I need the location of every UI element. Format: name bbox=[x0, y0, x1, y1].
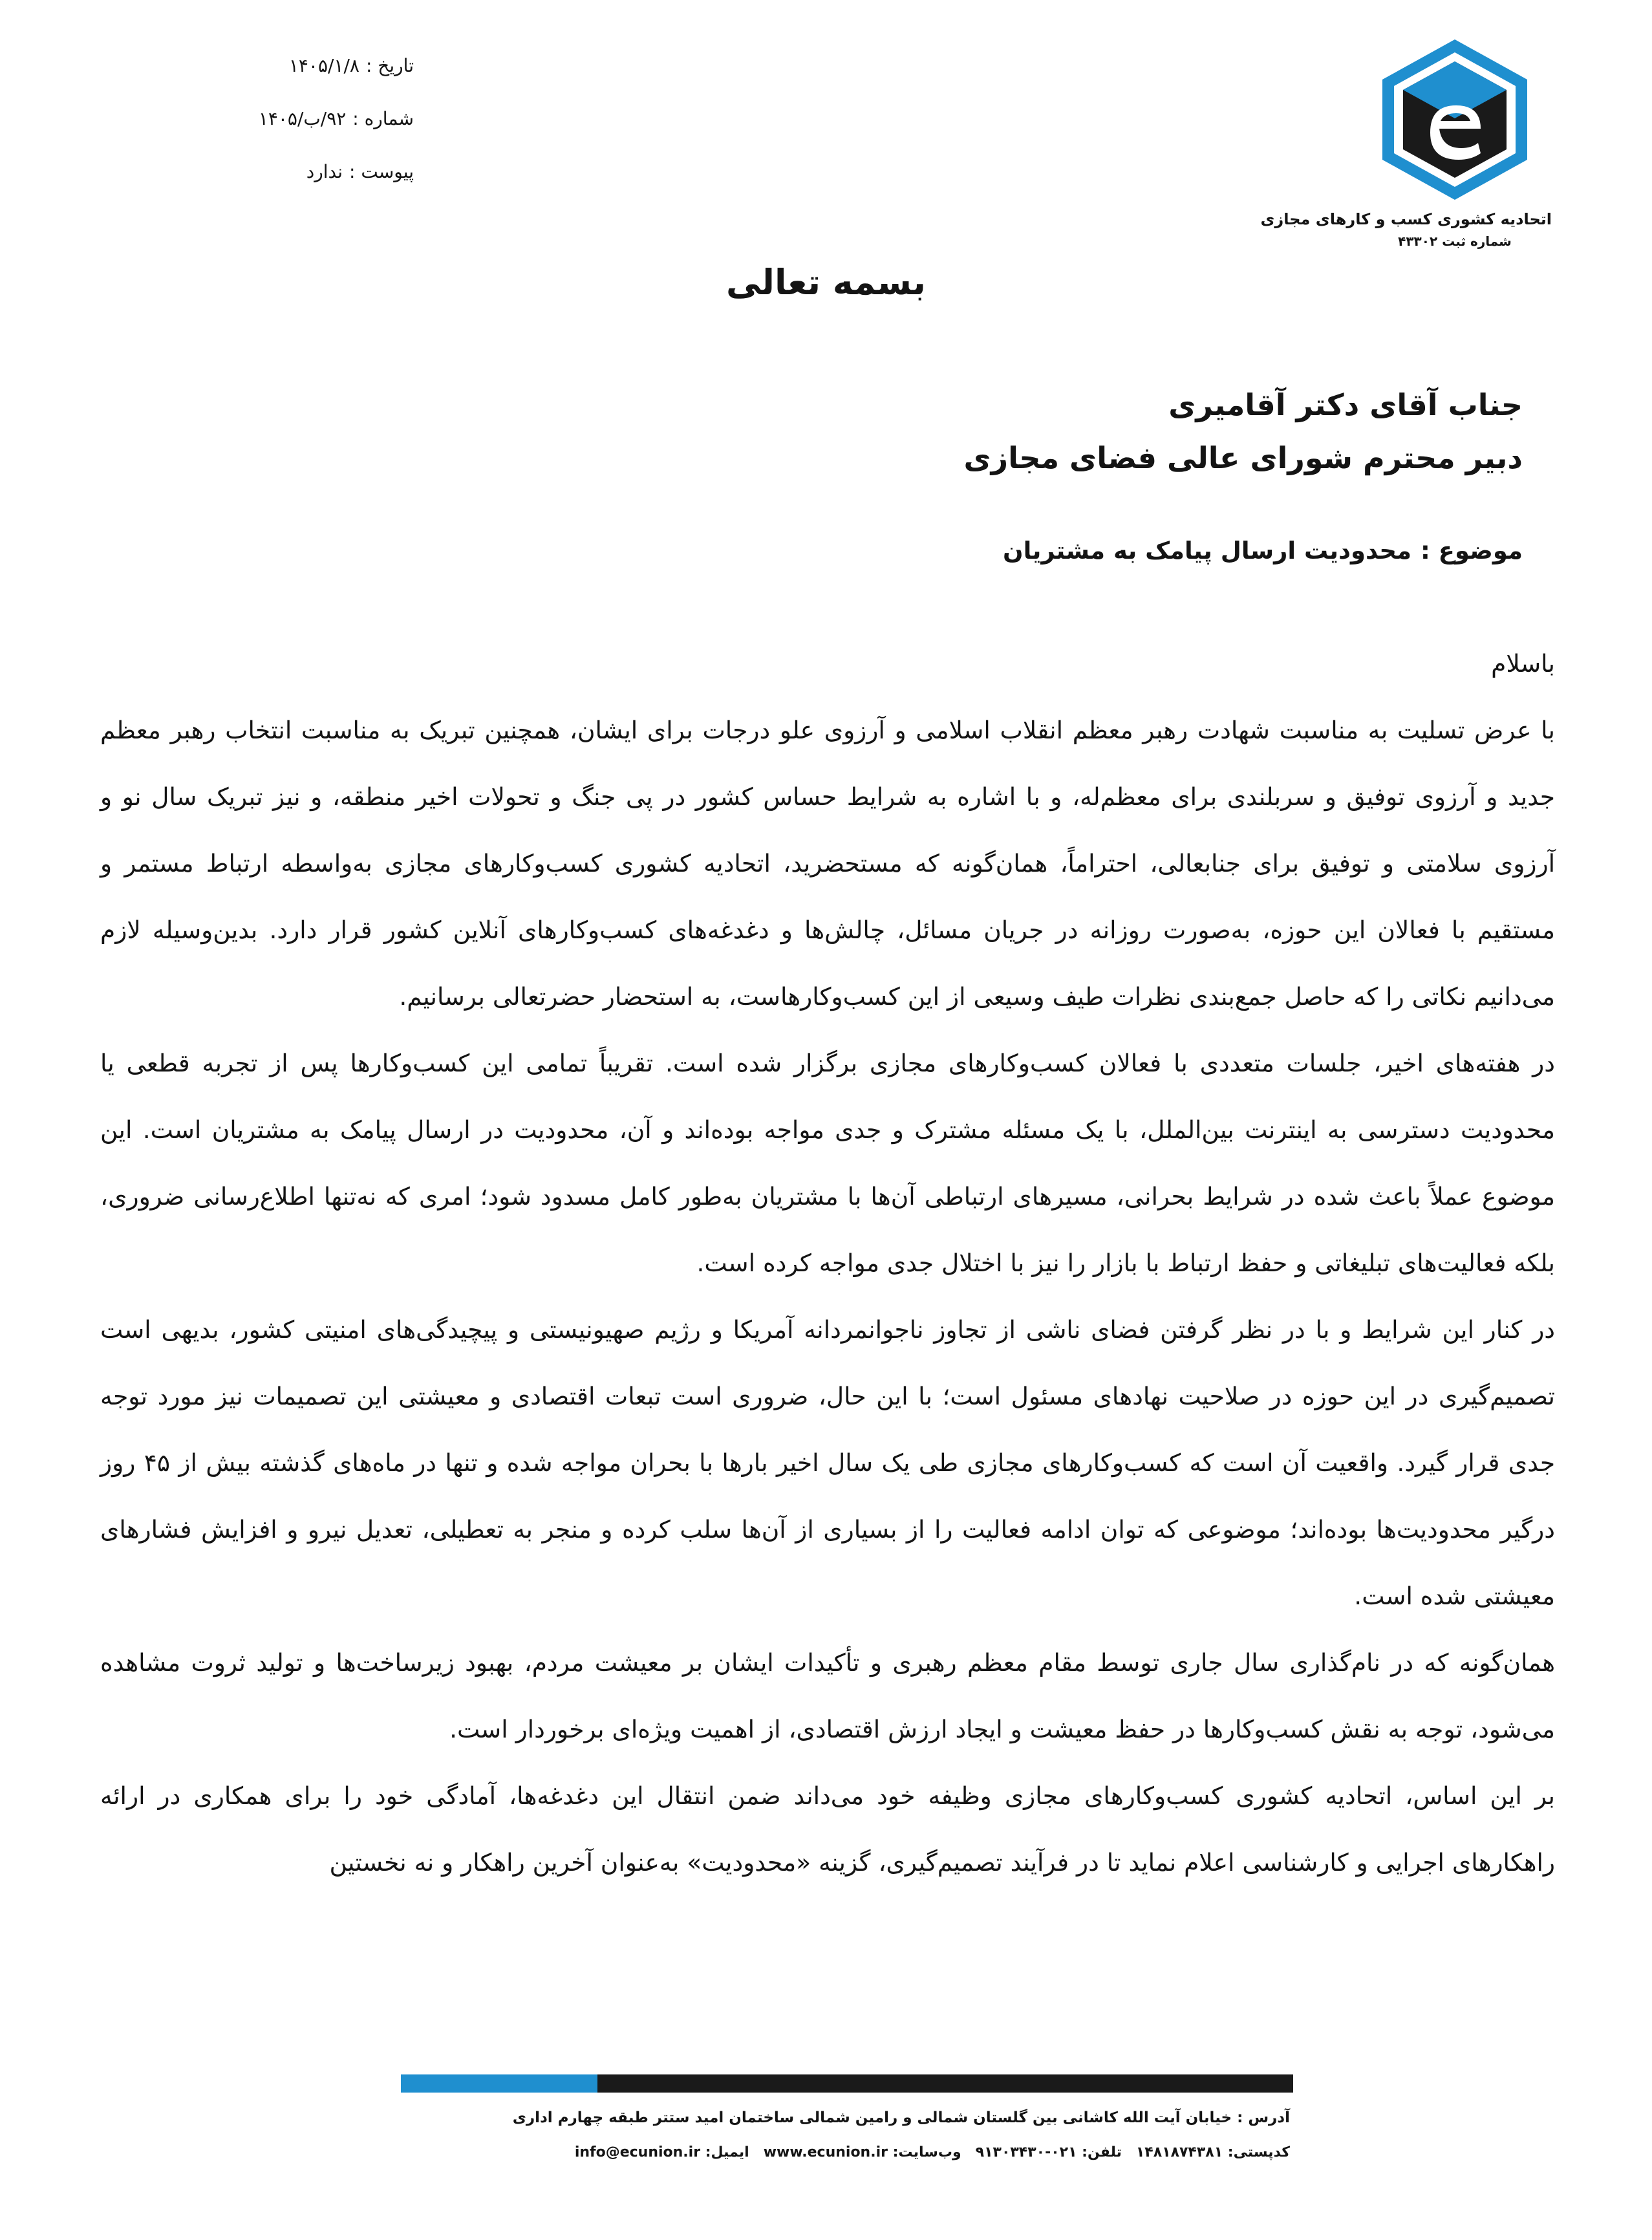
attachment-label: پیوست : bbox=[349, 161, 414, 182]
number-row bbox=[194, 108, 414, 161]
body-paragraph: همان‌گونه که در نام‌گذاری سال جاری توسط مقام معظم رهبری و تأکیدات ایشان بر معیشت مردم، بهبود زیرساخت‌ها و تولید ثروت مشاهده می‌شود، توجه به نقش کسب‌وکارها در حفظ معیشت و ایجاد ارزش اقتصادی، از اهمیت ویژه‌ای برخوردار است. bbox=[100, 1648, 1555, 1743]
body-paragraph: بر این اساس، اتحادیه کشوری کسب‌وکارهای مجازی وظیفه خود می‌داند ضمن انتقال این دغدغه‌ها، آمادگی خود را برای همکاری در ارائه راهکارهای اجرایی و کارشناسی اعلام نماید تا در فرآیند تصمیم‌گیری، گزینه «محدودیت» به‌عنوان آخرین راهکار و نه نخستین bbox=[100, 1782, 1555, 1877]
number-value: ۹۲/ب/۱۴۰۵ bbox=[258, 108, 347, 129]
footer-website[interactable]: وب‌سایت: www.ecunion.ir bbox=[763, 2144, 961, 2160]
ecunion-emblem-icon bbox=[1377, 36, 1532, 204]
registration-number: شماره ثبت ۴۳۳۰۲ bbox=[1398, 233, 1512, 249]
body-paragraph: در کنار این شرایط و با در نظر گرفتن فضای ناشی از تجاوز ناجوانمردانه آمریکا و رژیم صهیونیستی و پیچیدگی‌های امنیتی کشور، بدیهی است تصمیم‌گیری در این حوزه در صلاحیت نهادهای مسئول است؛ با این حال، ضروری است تبعات اقتصادی و معیشتی این تصمیمات نیز مورد توجه جدی قرار گیرد. واقعیت آن است که کسب‌وکارهای مجازی طی یک سال اخیر بارها با بحران مواجه شده و تنها در ماه‌های گذشته بیش از ۴۵ روز درگیر محدودیت‌ها بوده‌اند؛ موضوعی که توان ادامه فعالیت را از بسیاری از آن‌ها سلب کرده و منجر به تعطیلی، تعدیل نیرو و افزایش فشارهای معیشتی شده است. bbox=[100, 1315, 1556, 1610]
subject-text: محدودیت ارسال پیامک به مشتریان bbox=[1003, 537, 1411, 565]
body-paragraph: با عرض تسلیت به مناسبت شهادت رهبر معظم انقلاب اسلامی و آرزوی علو درجات برای ایشان، همچنین تبریک به مناسبت انتخاب رهبر معظم جدید و آرزوی توفیق و سربلندی برای معظم‌له، و با اشاره به شرایط حساس کشور در پی جنگ و تحولات اخیر منطقه، و نیز تبریک سال نو و آرزوی سلامتی و توفیق برای جنابعالی، احتراماً، همان‌گونه که مستحضرید، اتحادیه کشوری کسب‌وکارهای مجازی به‌واسطه ارتباط مستمر و مستقیم با فعالان این حوزه، به‌صورت روزانه در جریان مسائل، چالش‌ها و دغدغه‌های کسب‌وکارهای آنلاین کشور قرار دارد. بدین‌وسیله لازم می‌دانیم نکاتی را که حاصل جمع‌بندی نظرات طیف وسیعی از این کسب‌وکارهاست، به استحضار حضرتعالی برسانیم. bbox=[100, 716, 1555, 1011]
invocation-heading: بسمه تعالی bbox=[726, 262, 926, 303]
recipient-block bbox=[747, 378, 1523, 484]
date-label: تاریخ : bbox=[365, 55, 414, 76]
salutation: باسلام bbox=[1491, 649, 1555, 678]
subject-label: موضوع : bbox=[1420, 537, 1523, 565]
letter-meta bbox=[194, 55, 414, 214]
footer-color-bar bbox=[401, 2074, 1293, 2093]
date-value: ۱۴۰۵/۱/۸ bbox=[288, 55, 359, 76]
number-label: شماره : bbox=[352, 108, 414, 129]
organization-logo bbox=[1260, 36, 1552, 249]
recipient-name: جناب آقای دکتر آقامیری bbox=[1168, 387, 1523, 422]
attachment-row bbox=[194, 161, 414, 214]
recipient-title: دبیر محترم شورای عالی فضای مجازی bbox=[963, 440, 1523, 475]
footer-email[interactable]: ایمیل: info@ecunion.ir bbox=[574, 2144, 749, 2160]
attachment-value: ندارد bbox=[306, 161, 343, 182]
date-row bbox=[194, 55, 414, 108]
footer-address: آدرس : خیابان آیت الله کاشانی بین گلستان شمالی و رامین شمالی ساختمان امید ستتر طبقه چهارم اداری bbox=[512, 2109, 1290, 2126]
footer-bar-blue bbox=[401, 2074, 597, 2093]
subject-line bbox=[553, 537, 1523, 565]
footer-contact bbox=[561, 2144, 1290, 2160]
footer-postal-code: کدپستی: ۱۴۸۱۸۷۴۳۸۱ bbox=[1135, 2144, 1290, 2160]
footer-phone: تلفن: ۰۲۱-۹۱۳۰۳۴۳۰ bbox=[975, 2144, 1122, 2160]
body-paragraph: در هفته‌های اخیر، جلسات متعددی با فعالان کسب‌وکارهای مجازی برگزار شده است. تقریباً تمامی این کسب‌وکارها پس از تجربه قطعی یا محدودیت دسترسی به اینترنت بین‌الملل، با یک مسئله مشترک و جدی مواجه بوده‌اند و آن، محدودیت در ارسال پیامک به مشتریان است. این موضوع عملاً باعث شده در شرایط بحرانی، مسیرهای ارتباطی آن‌ها با مشتریان به‌طور کامل مسدود شود؛ امری که نه‌تنها اطلاع‌رسانی ضروری، بلکه فعالیت‌های تبلیغاتی و حفظ ارتباط با بازار را نیز با اختلال جدی مواجه کرده است. bbox=[100, 1049, 1555, 1277]
footer-bar-dark bbox=[597, 2074, 1293, 2093]
letter-body bbox=[100, 630, 1555, 1896]
organization-name: اتحادیه کشوری کسب و کارهای مجازی bbox=[1260, 210, 1552, 228]
